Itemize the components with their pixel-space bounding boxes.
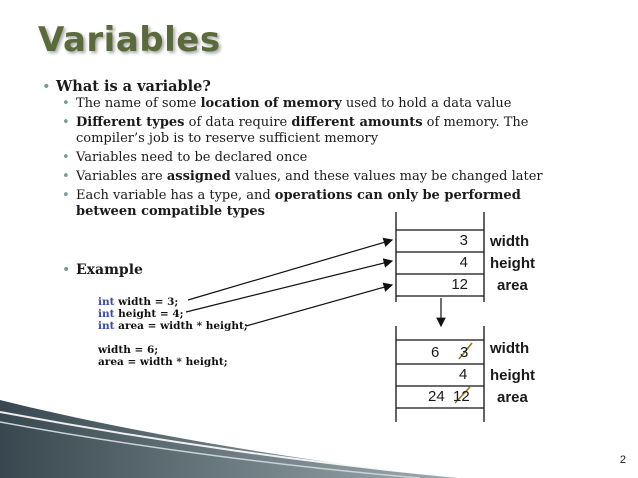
sub-bullet-3: • Variables need to be declared once: [62, 150, 308, 165]
arrow-width: [188, 240, 392, 300]
bullet-icon: •: [62, 169, 70, 184]
mem-top-area-label: area: [497, 277, 528, 294]
mem-top-area-value: 12: [451, 276, 468, 293]
bullet-example: • Example: [62, 262, 143, 278]
bullet-icon: •: [62, 188, 70, 203]
sub-bullet-4: • Variables are assigned values, and these values may be changed later: [62, 169, 543, 184]
mem-bottom-area-label: area: [497, 389, 528, 406]
bullet-icon: •: [42, 79, 51, 95]
memory-block-bottom: [396, 326, 484, 422]
slide-title: Variables: [38, 20, 221, 60]
mem-top-width-value: 3: [459, 232, 468, 249]
sub-bullet-5: • Each variable has a type, and operations can only be performed between compatible types: [62, 188, 521, 219]
arrow-height: [186, 261, 392, 312]
mem-bottom-area-old: 12: [453, 388, 470, 405]
bullet-icon: •: [62, 115, 70, 130]
mem-bottom-height-label: height: [490, 367, 535, 384]
sub-bullet-1: • The name of some location of memory used to hold a data value: [62, 96, 512, 111]
mem-bottom-height-value: 4: [459, 366, 468, 383]
bullet-icon: •: [62, 96, 70, 111]
sub-bullet-2: • Different types of data require different amounts of memory. The compiler’s job is to reserve sufficient memory: [62, 115, 529, 146]
mem-top-height-value: 4: [459, 254, 468, 271]
code-line-1: int width = 3;: [98, 296, 179, 308]
mem-bottom-width-label: width: [490, 340, 530, 357]
bullet-icon: •: [62, 150, 70, 165]
mem-bottom-width-old: 3: [460, 344, 469, 361]
bullet-question: • What is a variable?: [42, 78, 211, 95]
slide-number: 2: [619, 454, 626, 466]
mem-bottom-area-new: 24: [428, 388, 445, 405]
code-line-2: int height = 4;: [98, 308, 184, 320]
code-line-3: int area = width * height;: [98, 320, 248, 332]
decorative-wave: [0, 400, 470, 478]
code-line-5: area = width * height;: [98, 356, 228, 368]
mem-top-width-label: width: [490, 233, 530, 250]
mem-top-height-label: height: [490, 255, 535, 272]
bullet-icon: •: [62, 262, 71, 278]
mem-bottom-width-new: 6: [431, 344, 440, 361]
code-line-4: width = 6;: [98, 344, 159, 356]
